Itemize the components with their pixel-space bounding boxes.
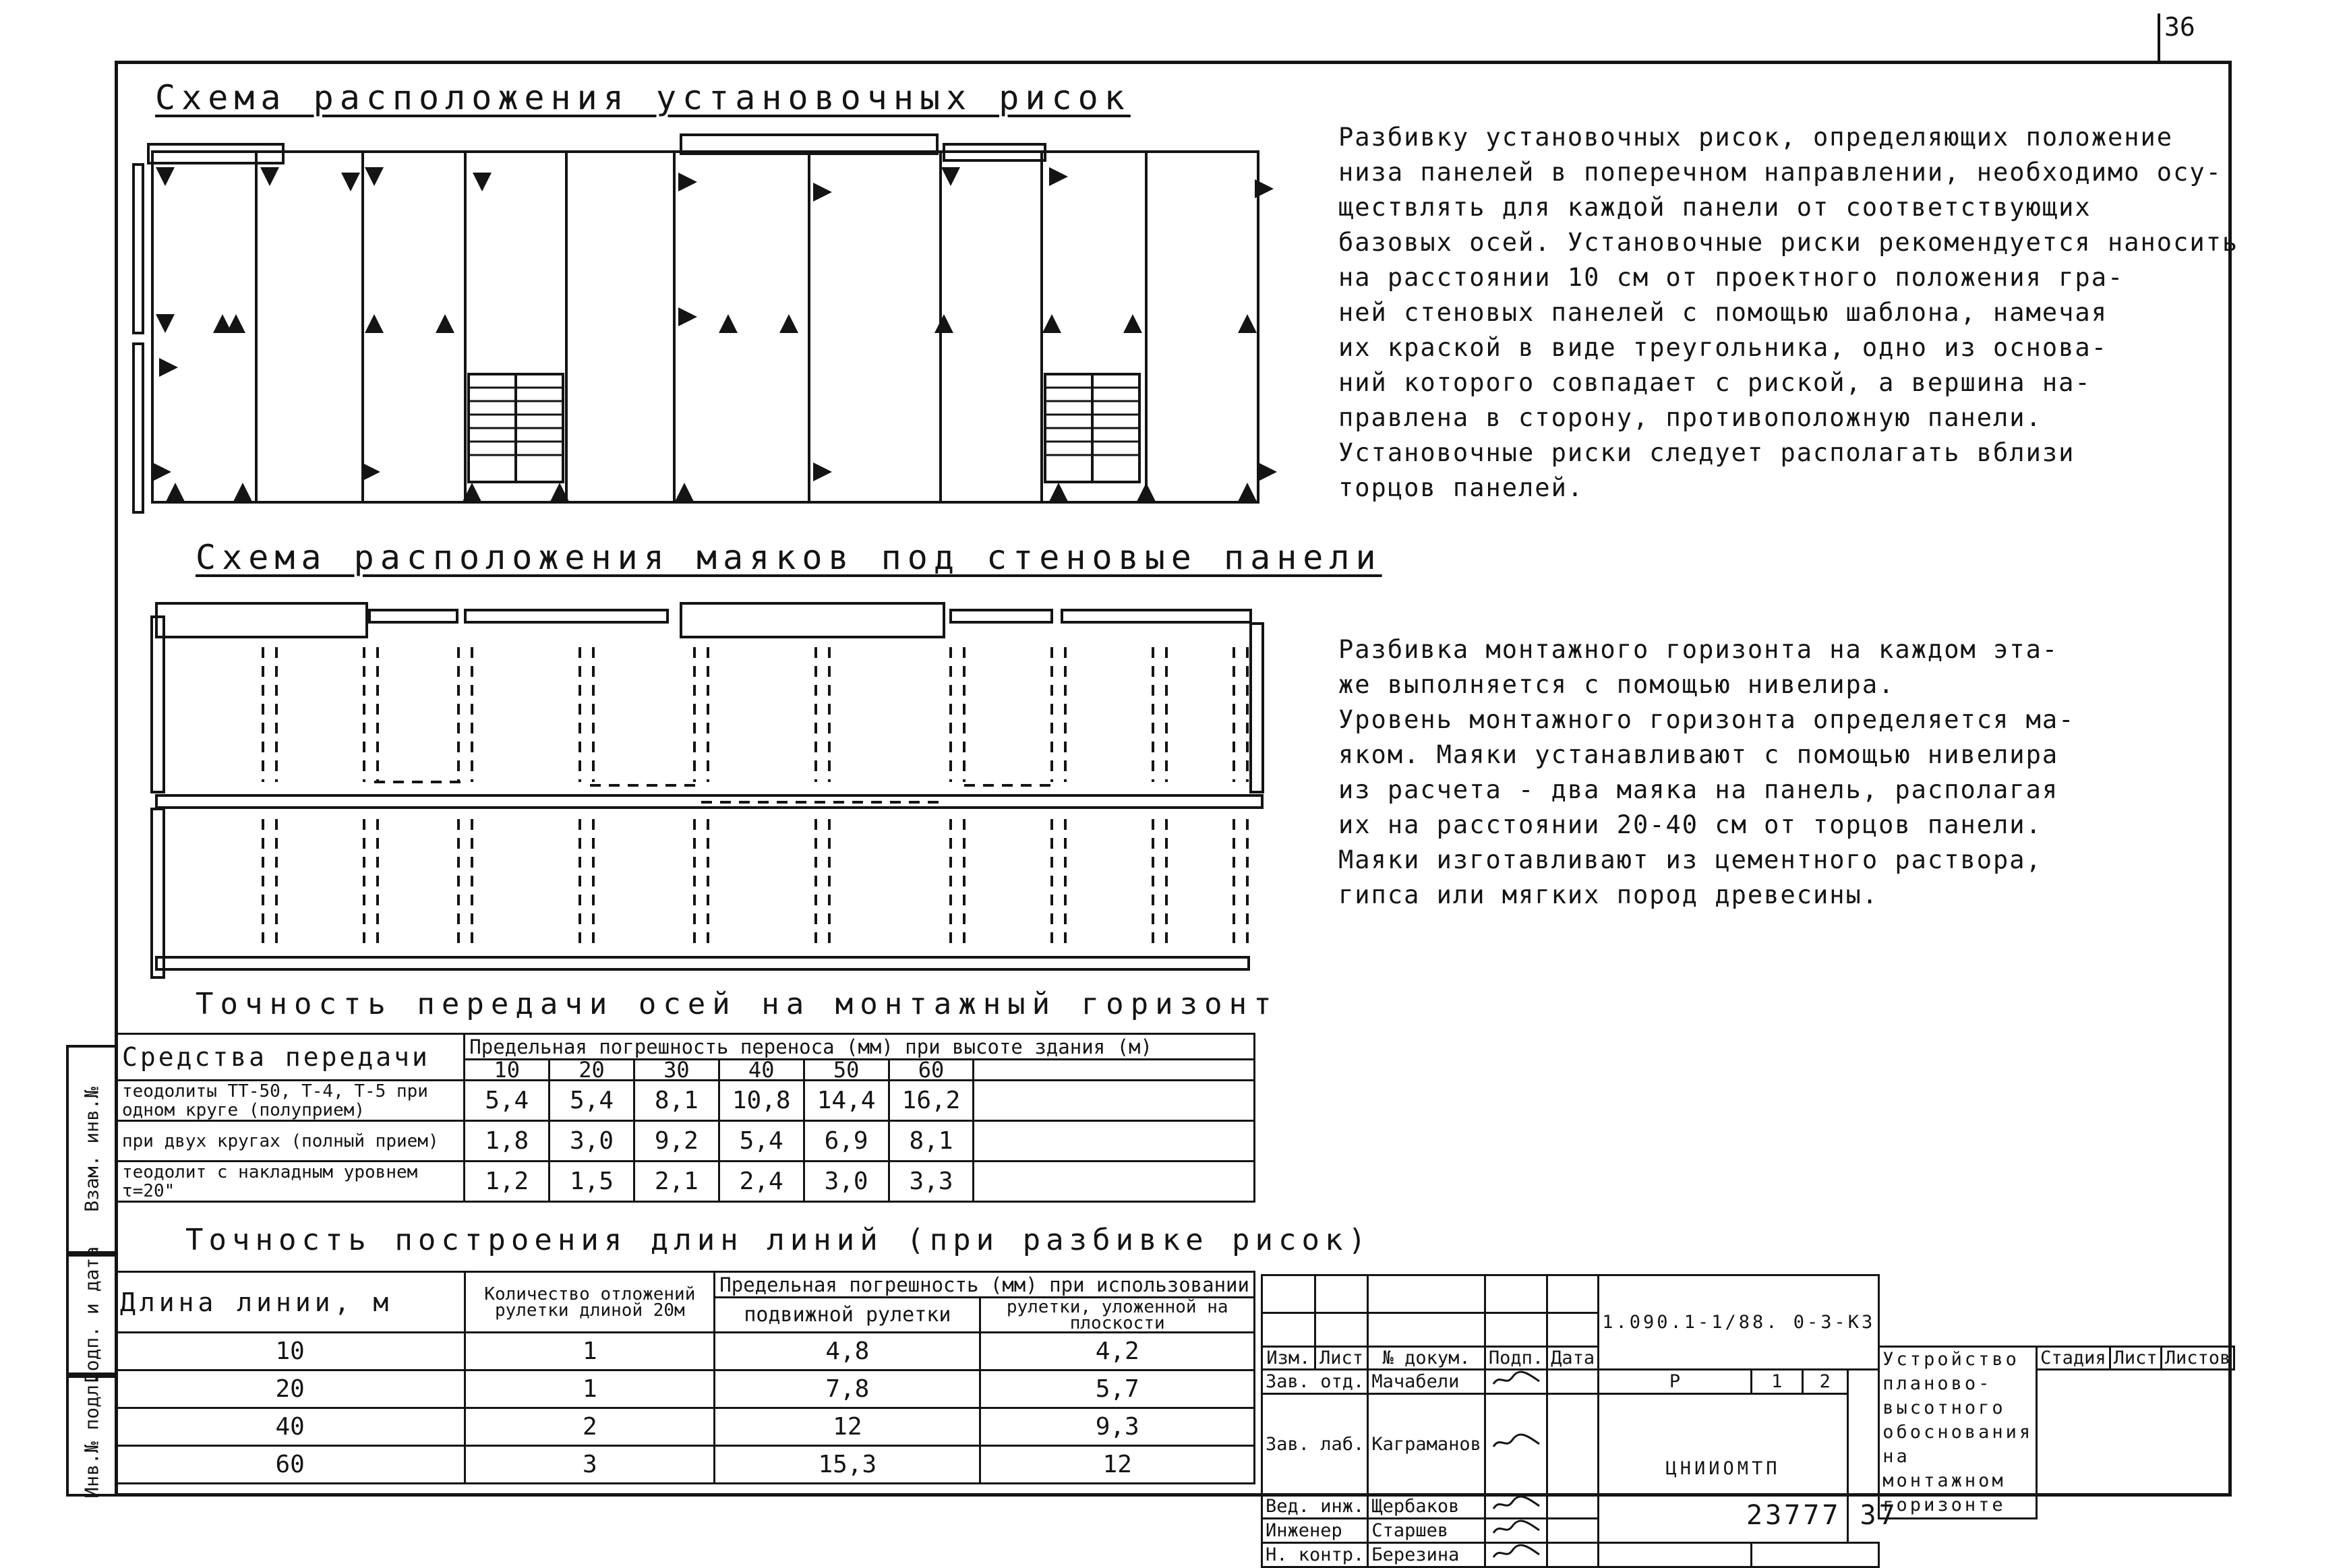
stamp-date-cell bbox=[1547, 1543, 1599, 1567]
stamp-header: № докум. bbox=[1368, 1347, 1485, 1370]
table1-cell: 2,1 bbox=[634, 1162, 719, 1202]
table-row bbox=[116, 1446, 1255, 1484]
table1-height-header: 50 bbox=[804, 1060, 889, 1081]
stamp-name: Мачабели bbox=[1368, 1370, 1485, 1394]
paragraph-line: ществлять для каждой панели от соответствующих bbox=[1338, 193, 2091, 222]
table2-cell-length: 60 bbox=[116, 1446, 465, 1484]
table1-cell: 8,1 bbox=[889, 1121, 974, 1162]
stamp-date-cell bbox=[1547, 1495, 1599, 1519]
table-row bbox=[116, 1408, 1255, 1446]
table-axis-transfer bbox=[116, 1033, 1255, 1203]
table2-sub-a: подвижной рулетки bbox=[715, 1298, 980, 1333]
paragraph-line: базовых осей. Установочные риски рекомендуется наносить bbox=[1338, 228, 2239, 257]
paragraph-line: же выполняется с помощью нивелира. bbox=[1338, 670, 1895, 699]
signature-cell bbox=[1485, 1394, 1547, 1495]
paragraph-line: Разбивку установочных рисок, определяющих положение bbox=[1338, 123, 2174, 152]
side-strip-middle: Подп. и дата bbox=[66, 1254, 115, 1375]
paragraph-line: их на расстоянии 20-40 см от торцов панели. bbox=[1338, 810, 2042, 839]
paragraph-line: низа панелей в поперечном направлении, необходимо осу- bbox=[1338, 158, 2222, 187]
sheet-number-bar bbox=[2158, 13, 2160, 61]
table2-group-header: Предельная погрешность (мм) при использовании bbox=[715, 1272, 1255, 1298]
paragraph-line: на расстоянии 10 см от проектного положения гра- bbox=[1338, 263, 2125, 292]
table2-col2-header: Количество отложений рулетки длиной 20м bbox=[465, 1272, 715, 1333]
stamp-empty-cell bbox=[1751, 1543, 1878, 1567]
table1-title: Точность передачи осей на монтажный горизонт bbox=[196, 987, 1278, 1021]
sheet-value: 1 bbox=[1751, 1370, 1802, 1394]
paragraph-horizon bbox=[1338, 632, 2215, 913]
table2-cell-a: 12 bbox=[715, 1408, 980, 1446]
table2-cell-length: 40 bbox=[116, 1408, 465, 1446]
table-row bbox=[117, 1081, 1255, 1121]
organization: ЦНИИОМТП bbox=[1599, 1394, 1848, 1543]
paragraph-line: ней стеновых панелей с помощью шаблона, намечая bbox=[1338, 298, 2108, 327]
stamp-name: Старшев bbox=[1368, 1519, 1485, 1543]
stamp-header: Изм. bbox=[1262, 1347, 1315, 1370]
paragraph-line: Установочные риски следует располагать вблизи bbox=[1338, 438, 2075, 467]
paragraph-line: ний которого совпадает с риской, а вершина на- bbox=[1338, 368, 2091, 397]
table2-cell-b: 4,2 bbox=[980, 1333, 1255, 1370]
table2-cell-b: 5,7 bbox=[980, 1370, 1255, 1408]
table2-cell-length: 10 bbox=[116, 1333, 465, 1370]
stamp-header: Лист bbox=[1315, 1347, 1368, 1370]
stamp-name: Березина bbox=[1368, 1543, 1485, 1567]
table-row bbox=[116, 1370, 1255, 1408]
table1-cell: 10,8 bbox=[719, 1081, 804, 1121]
stamp-role: Вед. инж. bbox=[1262, 1495, 1368, 1519]
stamp-empty-cell bbox=[1599, 1543, 1752, 1567]
table1-row-name: при двух кругах (полный прием) bbox=[117, 1121, 465, 1162]
stamp-date-cell bbox=[1547, 1519, 1599, 1543]
stamp-date-cell bbox=[1547, 1370, 1599, 1394]
table2-cell-a: 15,3 bbox=[715, 1446, 980, 1484]
table1-col1-header: Средства передачи bbox=[117, 1034, 465, 1081]
signature-cell bbox=[1485, 1495, 1547, 1519]
stamp-role: Инженер bbox=[1262, 1519, 1368, 1543]
table1-cell: 1,2 bbox=[465, 1162, 550, 1202]
table2-cell-b: 9,3 bbox=[980, 1408, 1255, 1446]
table1-cell: 9,2 bbox=[634, 1121, 719, 1162]
signature-scribble bbox=[1491, 1433, 1542, 1451]
table-row bbox=[116, 1333, 1255, 1370]
sheets-label: Листов bbox=[2161, 1347, 2234, 1370]
heading-beacons: Схема расположения маяков под стеновые панели bbox=[196, 538, 1382, 577]
table1-empty-cell bbox=[974, 1162, 1255, 1202]
stamp-date-cell bbox=[1547, 1394, 1599, 1495]
table1-cell: 5,4 bbox=[550, 1081, 634, 1121]
table1-empty-cell bbox=[974, 1081, 1255, 1121]
table2-cell-b: 12 bbox=[980, 1446, 1255, 1484]
table2-cell-a: 4,8 bbox=[715, 1333, 980, 1370]
heading-marks: Схема расположения установочных рисок bbox=[155, 78, 1131, 117]
table2-cell-count: 1 bbox=[465, 1370, 715, 1408]
table1-cell: 6,9 bbox=[804, 1121, 889, 1162]
table1-group-header: Предельная погрешность переноса (мм) при высоте здания (м) bbox=[465, 1034, 1255, 1060]
paragraph-line: Уровень монтажного горизонта определяется ма- bbox=[1338, 705, 2075, 734]
table-line-length bbox=[116, 1271, 1255, 1484]
signature-cell bbox=[1485, 1370, 1547, 1394]
paragraph-line: из расчета - два маяка на панель, располагая bbox=[1338, 775, 2059, 804]
table2-cell-count: 2 bbox=[465, 1408, 715, 1446]
table2-col1-header: Длина линии, м bbox=[116, 1272, 465, 1333]
signature-cell bbox=[1485, 1519, 1547, 1543]
table2-cell-a: 7,8 bbox=[715, 1370, 980, 1408]
stage-value: Р bbox=[1599, 1370, 1752, 1394]
table1-empty-cell bbox=[974, 1060, 1255, 1081]
signature-scribble bbox=[1491, 1495, 1542, 1513]
signature-scribble bbox=[1491, 1370, 1542, 1388]
table1-cell: 3,0 bbox=[550, 1121, 634, 1162]
table1-cell: 3,0 bbox=[804, 1162, 889, 1202]
table-row bbox=[117, 1162, 1255, 1202]
drawing-title: Устройство планово-высотного обоснования на монтажном горизонте bbox=[1879, 1347, 2037, 1519]
table1-height-header: 40 bbox=[719, 1060, 804, 1081]
table1-cell: 1,5 bbox=[550, 1162, 634, 1202]
table2-cell-count: 3 bbox=[465, 1446, 715, 1484]
paragraph-line: Разбивка монтажного горизонта на каждом эта- bbox=[1338, 635, 2059, 664]
table1-height-header: 10 bbox=[465, 1060, 550, 1081]
signature-cell bbox=[1485, 1543, 1547, 1567]
stamp-name: Каграманов bbox=[1368, 1394, 1485, 1495]
table2-title: Точность построения длин линий (при разбивке рисок) bbox=[185, 1223, 1372, 1257]
table1-cell: 5,4 bbox=[465, 1081, 550, 1121]
table1-row-name: теодолит с накладным уровнем τ=20" bbox=[117, 1162, 465, 1202]
stamp-role: Зав. отд. bbox=[1262, 1370, 1368, 1394]
table2-sub-b: рулетки, уложенной на плоскости bbox=[980, 1298, 1255, 1333]
stamp-header: Дата bbox=[1547, 1347, 1599, 1370]
table1-height-header: 30 bbox=[634, 1060, 719, 1081]
paragraph-line: правлена в сторону, противоположную панели. bbox=[1338, 403, 2042, 432]
table1-row-name: теодолиты ТТ-50, Т-4, Т-5 при одном круге (полуприем) bbox=[117, 1081, 465, 1121]
side-strip-upper: Взам. инв.№ bbox=[66, 1045, 115, 1254]
sheet-number: 36 bbox=[2164, 12, 2195, 42]
table1-cell: 14,4 bbox=[804, 1081, 889, 1121]
paragraph-line: гипса или мягких пород древесины. bbox=[1338, 880, 1879, 909]
table1-cell: 5,4 bbox=[719, 1121, 804, 1162]
drawing-code: 1.090.1-1/88. 0-3-К3 bbox=[1599, 1275, 1879, 1370]
table1-height-header: 20 bbox=[550, 1060, 634, 1081]
table1-cell: 2,4 bbox=[719, 1162, 804, 1202]
signature-scribble bbox=[1491, 1519, 1542, 1537]
paragraph-line: яком. Маяки устанавливают с помощью нивелира bbox=[1338, 740, 2059, 769]
stamp-role: Зав. лаб. bbox=[1262, 1394, 1368, 1495]
table1-cell: 8,1 bbox=[634, 1081, 719, 1121]
table2-cell-length: 20 bbox=[116, 1370, 465, 1408]
stamp-header: Подп. bbox=[1485, 1347, 1547, 1370]
stamp-role: Н. контр. bbox=[1262, 1543, 1368, 1567]
paragraph-marks bbox=[1338, 120, 2239, 506]
table-row bbox=[117, 1121, 1255, 1162]
paragraph-line: Маяки изготавливают из цементного раствора, bbox=[1338, 845, 2042, 874]
side-strip-lower: Инв.№ подл. bbox=[66, 1375, 115, 1497]
table1-cell: 16,2 bbox=[889, 1081, 974, 1121]
table1-cell: 1,8 bbox=[465, 1121, 550, 1162]
signature-scribble bbox=[1491, 1544, 1542, 1561]
sheets-value: 2 bbox=[1802, 1370, 1847, 1394]
stage-label: Стадия bbox=[2037, 1347, 2110, 1370]
table1-empty-cell bbox=[974, 1121, 1255, 1162]
table1-height-header: 60 bbox=[889, 1060, 974, 1081]
sheet-label: Лист bbox=[2110, 1347, 2161, 1370]
table1-cell: 3,3 bbox=[889, 1162, 974, 1202]
paragraph-line: их краской в виде треугольника, одно из основа- bbox=[1338, 333, 2108, 362]
paragraph-line: торцов панелей. bbox=[1338, 473, 1584, 502]
table2-cell-count: 1 bbox=[465, 1333, 715, 1370]
inventory-number: 23777 37 bbox=[1746, 1500, 1898, 1531]
stamp-name: Щербаков bbox=[1368, 1495, 1485, 1519]
